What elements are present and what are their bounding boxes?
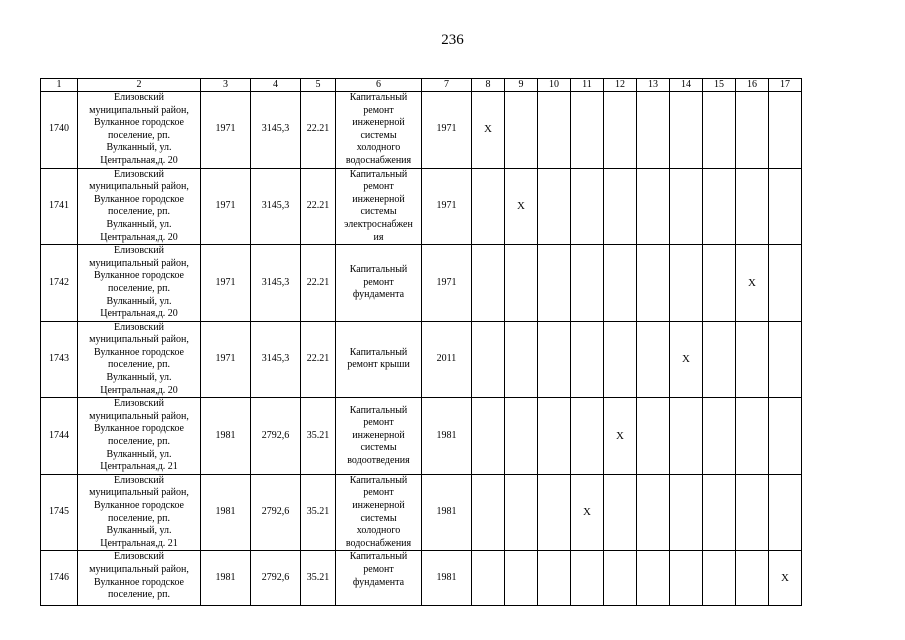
mark-cell <box>538 168 571 245</box>
mark-cell: X <box>670 321 703 398</box>
mark-cell <box>604 245 637 322</box>
plan-year-cell: 1981 <box>422 551 472 606</box>
mark-cell <box>736 398 769 475</box>
mark-cell <box>604 321 637 398</box>
mark-cell <box>670 92 703 169</box>
area-cell: 3145,3 <box>251 245 301 322</box>
mark-cell <box>703 398 736 475</box>
build-year-cell: 1971 <box>201 92 251 169</box>
mark-cell <box>670 245 703 322</box>
mark-cell <box>505 551 538 606</box>
build-year-cell: 1981 <box>201 551 251 606</box>
mark-cell <box>571 321 604 398</box>
row-number-cell: 1741 <box>41 168 78 245</box>
build-year-cell: 1971 <box>201 168 251 245</box>
work-type-cell: Капитальный ремонт инженерной системы холодного водоснабжения <box>336 474 422 551</box>
table-row <box>41 321 802 398</box>
address-cell: Елизовский муниципальный район, Вулканное городское поселение, рп. <box>78 551 201 606</box>
area-cell: 3145,3 <box>251 92 301 169</box>
mark-cell <box>769 168 802 245</box>
mark-cell <box>538 474 571 551</box>
mark-cell <box>604 168 637 245</box>
mark-cell <box>670 551 703 606</box>
mark-cell <box>472 551 505 606</box>
plan-year-cell: 1971 <box>422 168 472 245</box>
column-header: 14 <box>670 79 703 92</box>
column-header: 2 <box>78 79 201 92</box>
mark-cell <box>472 245 505 322</box>
mark-cell <box>571 551 604 606</box>
work-type-cell: Капитальный ремонт инженерной системы холодного водоснабжения <box>336 92 422 169</box>
mark-cell <box>505 92 538 169</box>
plan-year-cell: 1971 <box>422 245 472 322</box>
column-header: 13 <box>637 79 670 92</box>
mark-cell <box>604 92 637 169</box>
column-header: 7 <box>422 79 472 92</box>
mark-cell <box>637 474 670 551</box>
column-header: 10 <box>538 79 571 92</box>
mark-cell <box>703 92 736 169</box>
table-row <box>41 168 802 245</box>
build-year-cell: 1981 <box>201 398 251 475</box>
mark-cell <box>736 92 769 169</box>
mark-cell <box>736 168 769 245</box>
work-type-cell: Капитальный ремонт крыши <box>336 321 422 398</box>
mark-cell <box>472 398 505 475</box>
table-row <box>41 92 802 169</box>
column-header: 9 <box>505 79 538 92</box>
build-year-cell: 1971 <box>201 245 251 322</box>
mark-cell <box>703 474 736 551</box>
column-header: 3 <box>201 79 251 92</box>
mark-cell <box>703 321 736 398</box>
row-number-cell: 1743 <box>41 321 78 398</box>
code-cell: 22.21 <box>301 92 336 169</box>
address-cell: Елизовский муниципальный район, Вулканное городское поселение, рп. Вулканный, ул. Центральная,д. 20 <box>78 168 201 245</box>
address-cell: Елизовский муниципальный район, Вулканное городское поселение, рп. Вулканный, ул. Центральная,д. 20 <box>78 245 201 322</box>
mark-cell <box>637 398 670 475</box>
work-type-cell: Капитальный ремонт фундамента <box>336 551 422 606</box>
mark-cell <box>670 474 703 551</box>
mark-cell <box>505 398 538 475</box>
address-cell: Елизовский муниципальный район, Вулканное городское поселение, рп. Вулканный, ул. Центральная,д. 21 <box>78 398 201 475</box>
mark-cell <box>769 245 802 322</box>
mark-cell <box>571 398 604 475</box>
plan-year-cell: 2011 <box>422 321 472 398</box>
mark-cell <box>472 321 505 398</box>
column-header: 16 <box>736 79 769 92</box>
mark-cell <box>604 474 637 551</box>
plan-year-cell: 1981 <box>422 398 472 475</box>
work-type-cell: Капитальный ремонт инженерной системы водоотведения <box>336 398 422 475</box>
page-number: 236 <box>441 32 464 48</box>
mark-cell <box>538 92 571 169</box>
mark-cell <box>571 92 604 169</box>
mark-cell <box>769 398 802 475</box>
mark-cell <box>637 321 670 398</box>
code-cell: 35.21 <box>301 398 336 475</box>
mark-cell <box>571 168 604 245</box>
mark-cell: X <box>571 474 604 551</box>
mark-cell: X <box>472 92 505 169</box>
address-cell: Елизовский муниципальный район, Вулканное городское поселение, рп. Вулканный, ул. Центральная,д. 20 <box>78 321 201 398</box>
column-header: 12 <box>604 79 637 92</box>
mark-cell <box>703 168 736 245</box>
mark-cell <box>736 474 769 551</box>
mark-cell <box>505 245 538 322</box>
address-cell: Елизовский муниципальный район, Вулканное городское поселение, рп. Вулканный, ул. Центральная,д. 20 <box>78 92 201 169</box>
work-type-cell: Капитальный ремонт инженерной системы электроснабжен ия <box>336 168 422 245</box>
column-header: 1 <box>41 79 78 92</box>
build-year-cell: 1971 <box>201 321 251 398</box>
column-header: 5 <box>301 79 336 92</box>
row-number-cell: 1742 <box>41 245 78 322</box>
column-header: 4 <box>251 79 301 92</box>
area-cell: 3145,3 <box>251 168 301 245</box>
area-cell: 2792,6 <box>251 551 301 606</box>
area-cell: 2792,6 <box>251 474 301 551</box>
mark-cell <box>571 245 604 322</box>
row-number-cell: 1740 <box>41 92 78 169</box>
mark-cell: X <box>769 551 802 606</box>
mark-cell: X <box>604 398 637 475</box>
column-number-row <box>41 79 802 92</box>
address-cell: Елизовский муниципальный район, Вулканное городское поселение, рп. Вулканный, ул. Центральная,д. 21 <box>78 474 201 551</box>
mark-cell <box>637 245 670 322</box>
mark-cell <box>637 168 670 245</box>
column-header: 15 <box>703 79 736 92</box>
code-cell: 35.21 <box>301 551 336 606</box>
row-number-cell: 1744 <box>41 398 78 475</box>
column-header: 17 <box>769 79 802 92</box>
mark-cell <box>505 321 538 398</box>
mark-cell <box>538 551 571 606</box>
repair-schedule-table <box>40 78 802 606</box>
mark-cell <box>538 321 571 398</box>
mark-cell <box>637 551 670 606</box>
code-cell: 35.21 <box>301 474 336 551</box>
mark-cell <box>472 168 505 245</box>
mark-cell <box>769 92 802 169</box>
mark-cell <box>670 398 703 475</box>
mark-cell <box>703 551 736 606</box>
table-row <box>41 245 802 322</box>
area-cell: 2792,6 <box>251 398 301 475</box>
area-cell: 3145,3 <box>251 321 301 398</box>
plan-year-cell: 1981 <box>422 474 472 551</box>
code-cell: 22.21 <box>301 245 336 322</box>
mark-cell <box>472 474 505 551</box>
mark-cell <box>670 168 703 245</box>
code-cell: 22.21 <box>301 321 336 398</box>
column-header: 6 <box>336 79 422 92</box>
table-row <box>41 551 802 606</box>
mark-cell <box>736 321 769 398</box>
column-header: 11 <box>571 79 604 92</box>
mark-cell <box>538 398 571 475</box>
plan-year-cell: 1971 <box>422 92 472 169</box>
mark-cell <box>769 321 802 398</box>
code-cell: 22.21 <box>301 168 336 245</box>
mark-cell <box>505 474 538 551</box>
mark-cell <box>604 551 637 606</box>
mark-cell <box>538 245 571 322</box>
mark-cell <box>637 92 670 169</box>
mark-cell: X <box>505 168 538 245</box>
work-type-cell: Капитальный ремонт фундамента <box>336 245 422 322</box>
mark-cell: X <box>736 245 769 322</box>
mark-cell <box>703 245 736 322</box>
row-number-cell: 1746 <box>41 551 78 606</box>
table-row <box>41 474 802 551</box>
row-number-cell: 1745 <box>41 474 78 551</box>
table-row <box>41 398 802 475</box>
build-year-cell: 1981 <box>201 474 251 551</box>
mark-cell <box>769 474 802 551</box>
mark-cell <box>736 551 769 606</box>
column-header: 8 <box>472 79 505 92</box>
